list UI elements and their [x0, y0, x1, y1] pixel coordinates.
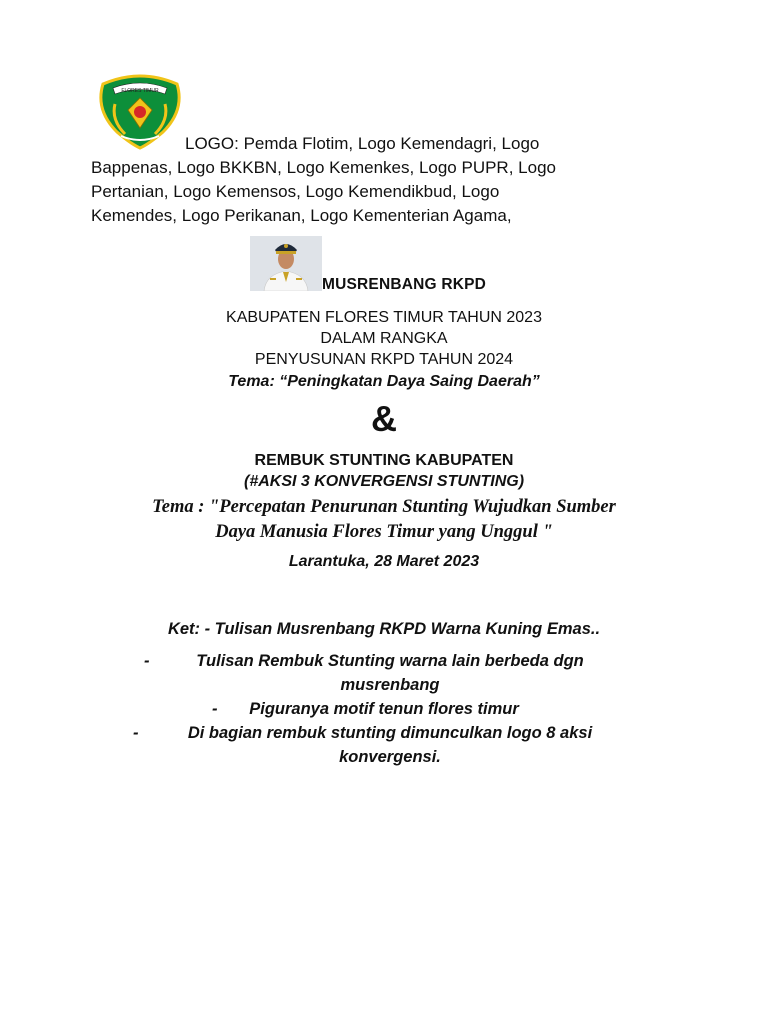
musrenbang-theme: Tema: “Peningkatan Daya Saing Daerah”	[228, 373, 540, 390]
event-date: Larantuka, 28 Maret 2023	[288, 553, 480, 570]
logo-note-line1: LOGO: Pemda Flotim, Logo Kemendagri, Logo	[185, 134, 540, 153]
logo-note-line2: Bappenas, Logo BKKBN, Logo Kemenkes, Logo PUPR, Logo	[91, 158, 556, 177]
official-portrait-photo	[250, 236, 322, 291]
portrait-icon	[250, 236, 322, 291]
note-item-2-text: Piguranya motif tenun flores timur	[249, 700, 519, 718]
note-item-3-line2: konvergensi.	[339, 748, 441, 766]
note-item-3	[120, 721, 660, 769]
rembuk-subtitle: (#AKSI 3 KONVERGENSI STUNTING)	[243, 473, 525, 490]
note-dash: -	[133, 724, 139, 742]
musrenbang-line1: KABUPATEN FLORES TIMUR TAHUN 2023	[226, 309, 542, 326]
musrenbang-title: MUSRENBANG RKPD	[322, 276, 487, 293]
rembuk-title: REMBUK STUNTING KABUPATEN	[254, 452, 514, 469]
ampersand: &	[371, 398, 397, 439]
note-item-3-line1: Di bagian rembuk stunting dimunculkan logo 8 aksi	[187, 724, 593, 742]
rembuk-theme	[0, 495, 768, 545]
note-dash: -	[212, 700, 218, 718]
rembuk-theme-line2: Daya Manusia Flores Timur yang Unggul "	[215, 522, 553, 542]
logo-list-note	[91, 132, 691, 228]
note-item-1-line1: Tulisan Rembuk Stunting warna lain berbeda dgn	[196, 652, 584, 670]
logo-note-line3: Pertanian, Logo Kemensos, Logo Kemendikbud, Logo	[91, 182, 500, 201]
note-item-2	[0, 697, 768, 721]
note-item-1-line2: musrenbang	[340, 676, 440, 694]
rembuk-theme-line1: Tema : "Percepatan Penurunan Stunting Wujudkan Sumber	[152, 497, 616, 517]
musrenbang-line3: PENYUSUNAN RKPD TAHUN 2024	[254, 351, 514, 368]
musrenbang-subtitle	[0, 307, 768, 370]
note-dash: -	[144, 652, 150, 670]
logo-banner-text: FLORES TIMUR	[121, 88, 159, 94]
logo-note-line4: Kemendes, Logo Perikanan, Logo Kementerian Agama,	[91, 206, 512, 225]
musrenbang-line2: DALAM RANGKA	[320, 330, 448, 347]
note-item-1	[120, 649, 660, 697]
notes-ket: Ket: - Tulisan Musrenbang RKPD Warna Kuning Emas..	[167, 620, 601, 638]
